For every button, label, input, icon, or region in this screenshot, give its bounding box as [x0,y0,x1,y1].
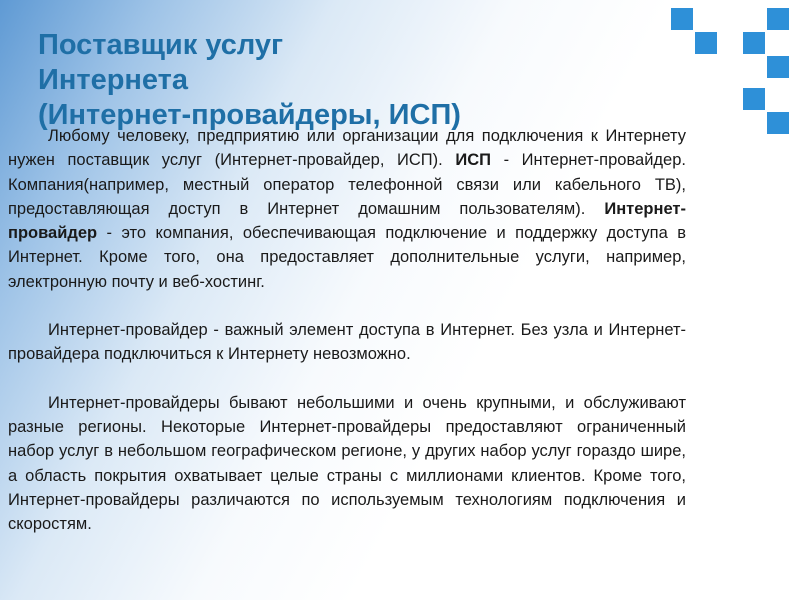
decorative-square [743,88,765,110]
decorative-square [767,8,789,30]
decorative-square [767,56,789,78]
slide-title-line: (Интернет-провайдеры, ИСП) [38,99,461,131]
paragraph-text: Любому человеку, предприятию или организации для подключения к Интернету нужен поставщик услуг (Интернет-провайдер, ИСП). [8,127,686,170]
paragraph-text: - Интернет-провайдер. Компания(например, местный оператор телефонной связи или кабельного ТВ), предоставляющая доступ в Интернет домашним пользователям). [8,151,686,218]
paragraph-text: Интернет-провайдеры бывают небольшими и очень крупными, и обслуживают разные регионы. Некоторые Интернет-провайдеры предоставляют ограниченный набор услуг в небольшом географическом регионе, у других набор услуг гораздо шире, а область покрытия охватывает целые страны с миллионами клиентов. Кроме того, Интернет-провайдеры различаются по используемым технологиям подключения и скоростям. [8,393,686,534]
slide-title-line: Поставщик услуг [38,29,284,61]
paragraph-text: - это компания, обеспечивающая подключение и поддержку доступа в Интернет. Кроме того, она предоставляет дополнительные услуги, например, электронную почту и веб-хостинг. [8,224,686,291]
bold-term: Интернет-провайдер [8,199,686,243]
paragraph [8,391,686,537]
paragraph-text: Интернет-провайдер - важный элемент доступа в Интернет. Без узла и Интернет-провайдера подключиться к Интернету невозможно. [8,321,686,364]
bold-term: ИСП [455,151,491,170]
slide-title-line: Интернета [38,64,188,96]
decorative-square [767,112,789,134]
paragraph [8,318,686,367]
slide-body-text [8,124,686,536]
decorative-square [743,32,765,54]
paragraph [8,124,686,294]
decorative-square [695,32,717,54]
slide-title [38,28,498,133]
decorative-square [671,8,693,30]
